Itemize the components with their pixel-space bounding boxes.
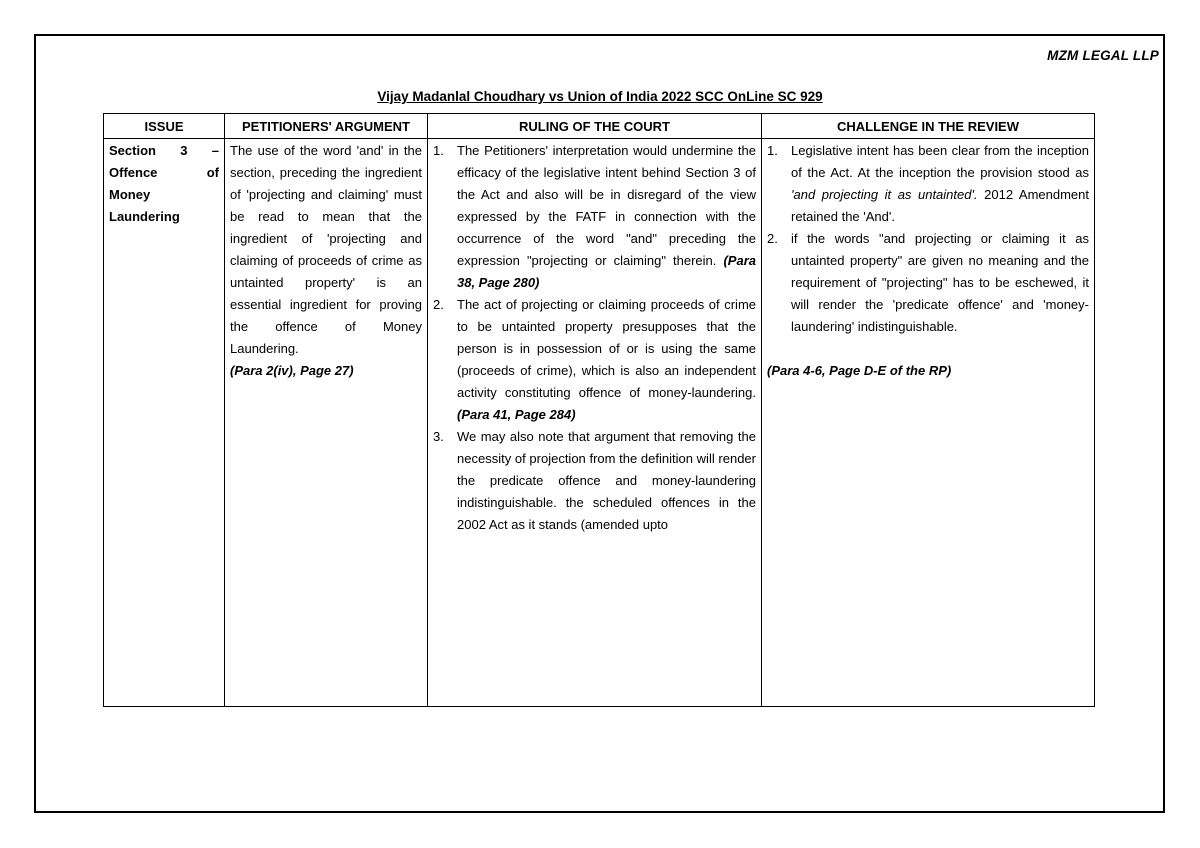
- column-header-ruling: RULING OF THE COURT: [428, 114, 762, 139]
- issue-line: Section 3 –: [109, 143, 219, 158]
- challenge-item-text: if the words "and projecting or claiming it as untainted property" are given no meaning and the requirement of "projecting" has to be eschewed, it will render the 'predicate offence' and 'money-laundering' indistinguishable.: [791, 231, 1089, 334]
- comparison-table: [103, 113, 1095, 707]
- ruling-item-number: 3.: [433, 429, 444, 444]
- ruling-cell: [428, 139, 762, 707]
- issue-cell: [104, 139, 225, 707]
- challenge-citation: (Para 4-6, Page D-E of the RP): [767, 363, 952, 378]
- issue-line: Laundering: [109, 209, 180, 224]
- issue-line: Offence of: [109, 165, 219, 180]
- challenge-item-number: 1.: [767, 143, 778, 158]
- table-header-row: [104, 114, 1095, 139]
- ruling-item: [433, 140, 756, 294]
- challenge-item-text-after: 2012 Amendment retained the 'And'.: [791, 187, 1089, 224]
- challenge-list: [767, 140, 1089, 338]
- firm-name: MZM LEGAL LLP: [1047, 48, 1159, 63]
- challenge-item-number: 2.: [767, 231, 778, 246]
- challenge-item-text: Legislative intent has been clear from the inception of the Act. At the inception the provision stood as: [791, 143, 1089, 180]
- ruling-item-number: 2.: [433, 297, 444, 312]
- petitioners-citation: (Para 2(iv), Page 27): [230, 363, 354, 378]
- ruling-item-citation: (Para 41, Page 284): [457, 407, 576, 422]
- ruling-item-number: 1.: [433, 143, 444, 158]
- column-header-petitioners: PETITIONERS' ARGUMENT: [225, 114, 428, 139]
- ruling-list: [433, 140, 756, 536]
- column-header-challenge: CHALLENGE IN THE REVIEW: [762, 114, 1095, 139]
- ruling-item: [433, 294, 756, 426]
- table-row: [104, 139, 1095, 707]
- challenge-item-quote: 'and projecting it as untainted'.: [791, 187, 978, 202]
- spacer: [767, 338, 1089, 360]
- issue-line: Money: [109, 187, 151, 202]
- column-header-issue: ISSUE: [104, 114, 225, 139]
- document-title: Vijay Madanlal Choudhary vs Union of India 2022 SCC OnLine SC 929: [377, 89, 823, 104]
- ruling-item-text: The Petitioners' interpretation would undermine the efficacy of the legislative intent behind Section 3 of the Act and also will be in disregard of the view expressed by the FATF in connection with the occurrence of the word "and" preceding the expression "projecting or claiming" therein.: [457, 143, 756, 268]
- petitioners-argument: The use of the word 'and' in the section, preceding the ingredient of 'projecting and claiming' must be read to mean that the ingredient of 'projecting and claiming of proceeds of crime as untainted property' is an essential ingredient for proving the offence of Money Laundering.: [230, 143, 422, 356]
- challenge-cell: [762, 139, 1095, 707]
- ruling-item-text: We may also note that argument that removing the necessity of projection from the definition will render the predicate offence and money-laundering indistinguishable. the scheduled offences in the 2002 Act as it stands (amended upto: [457, 429, 756, 532]
- ruling-item-citation: (Para 38, Page 280): [457, 253, 756, 290]
- ruling-item: [433, 426, 756, 536]
- challenge-item: [767, 140, 1089, 228]
- ruling-item-text: The act of projecting or claiming proceeds of crime to be untainted property presupposes that the person is in possession of or is using the same (proceeds of crime), which is also an independent activity constituting offence of money-laundering.: [457, 297, 756, 400]
- challenge-item: [767, 228, 1089, 338]
- petitioners-cell: [225, 139, 428, 707]
- ruling-content: [433, 140, 756, 706]
